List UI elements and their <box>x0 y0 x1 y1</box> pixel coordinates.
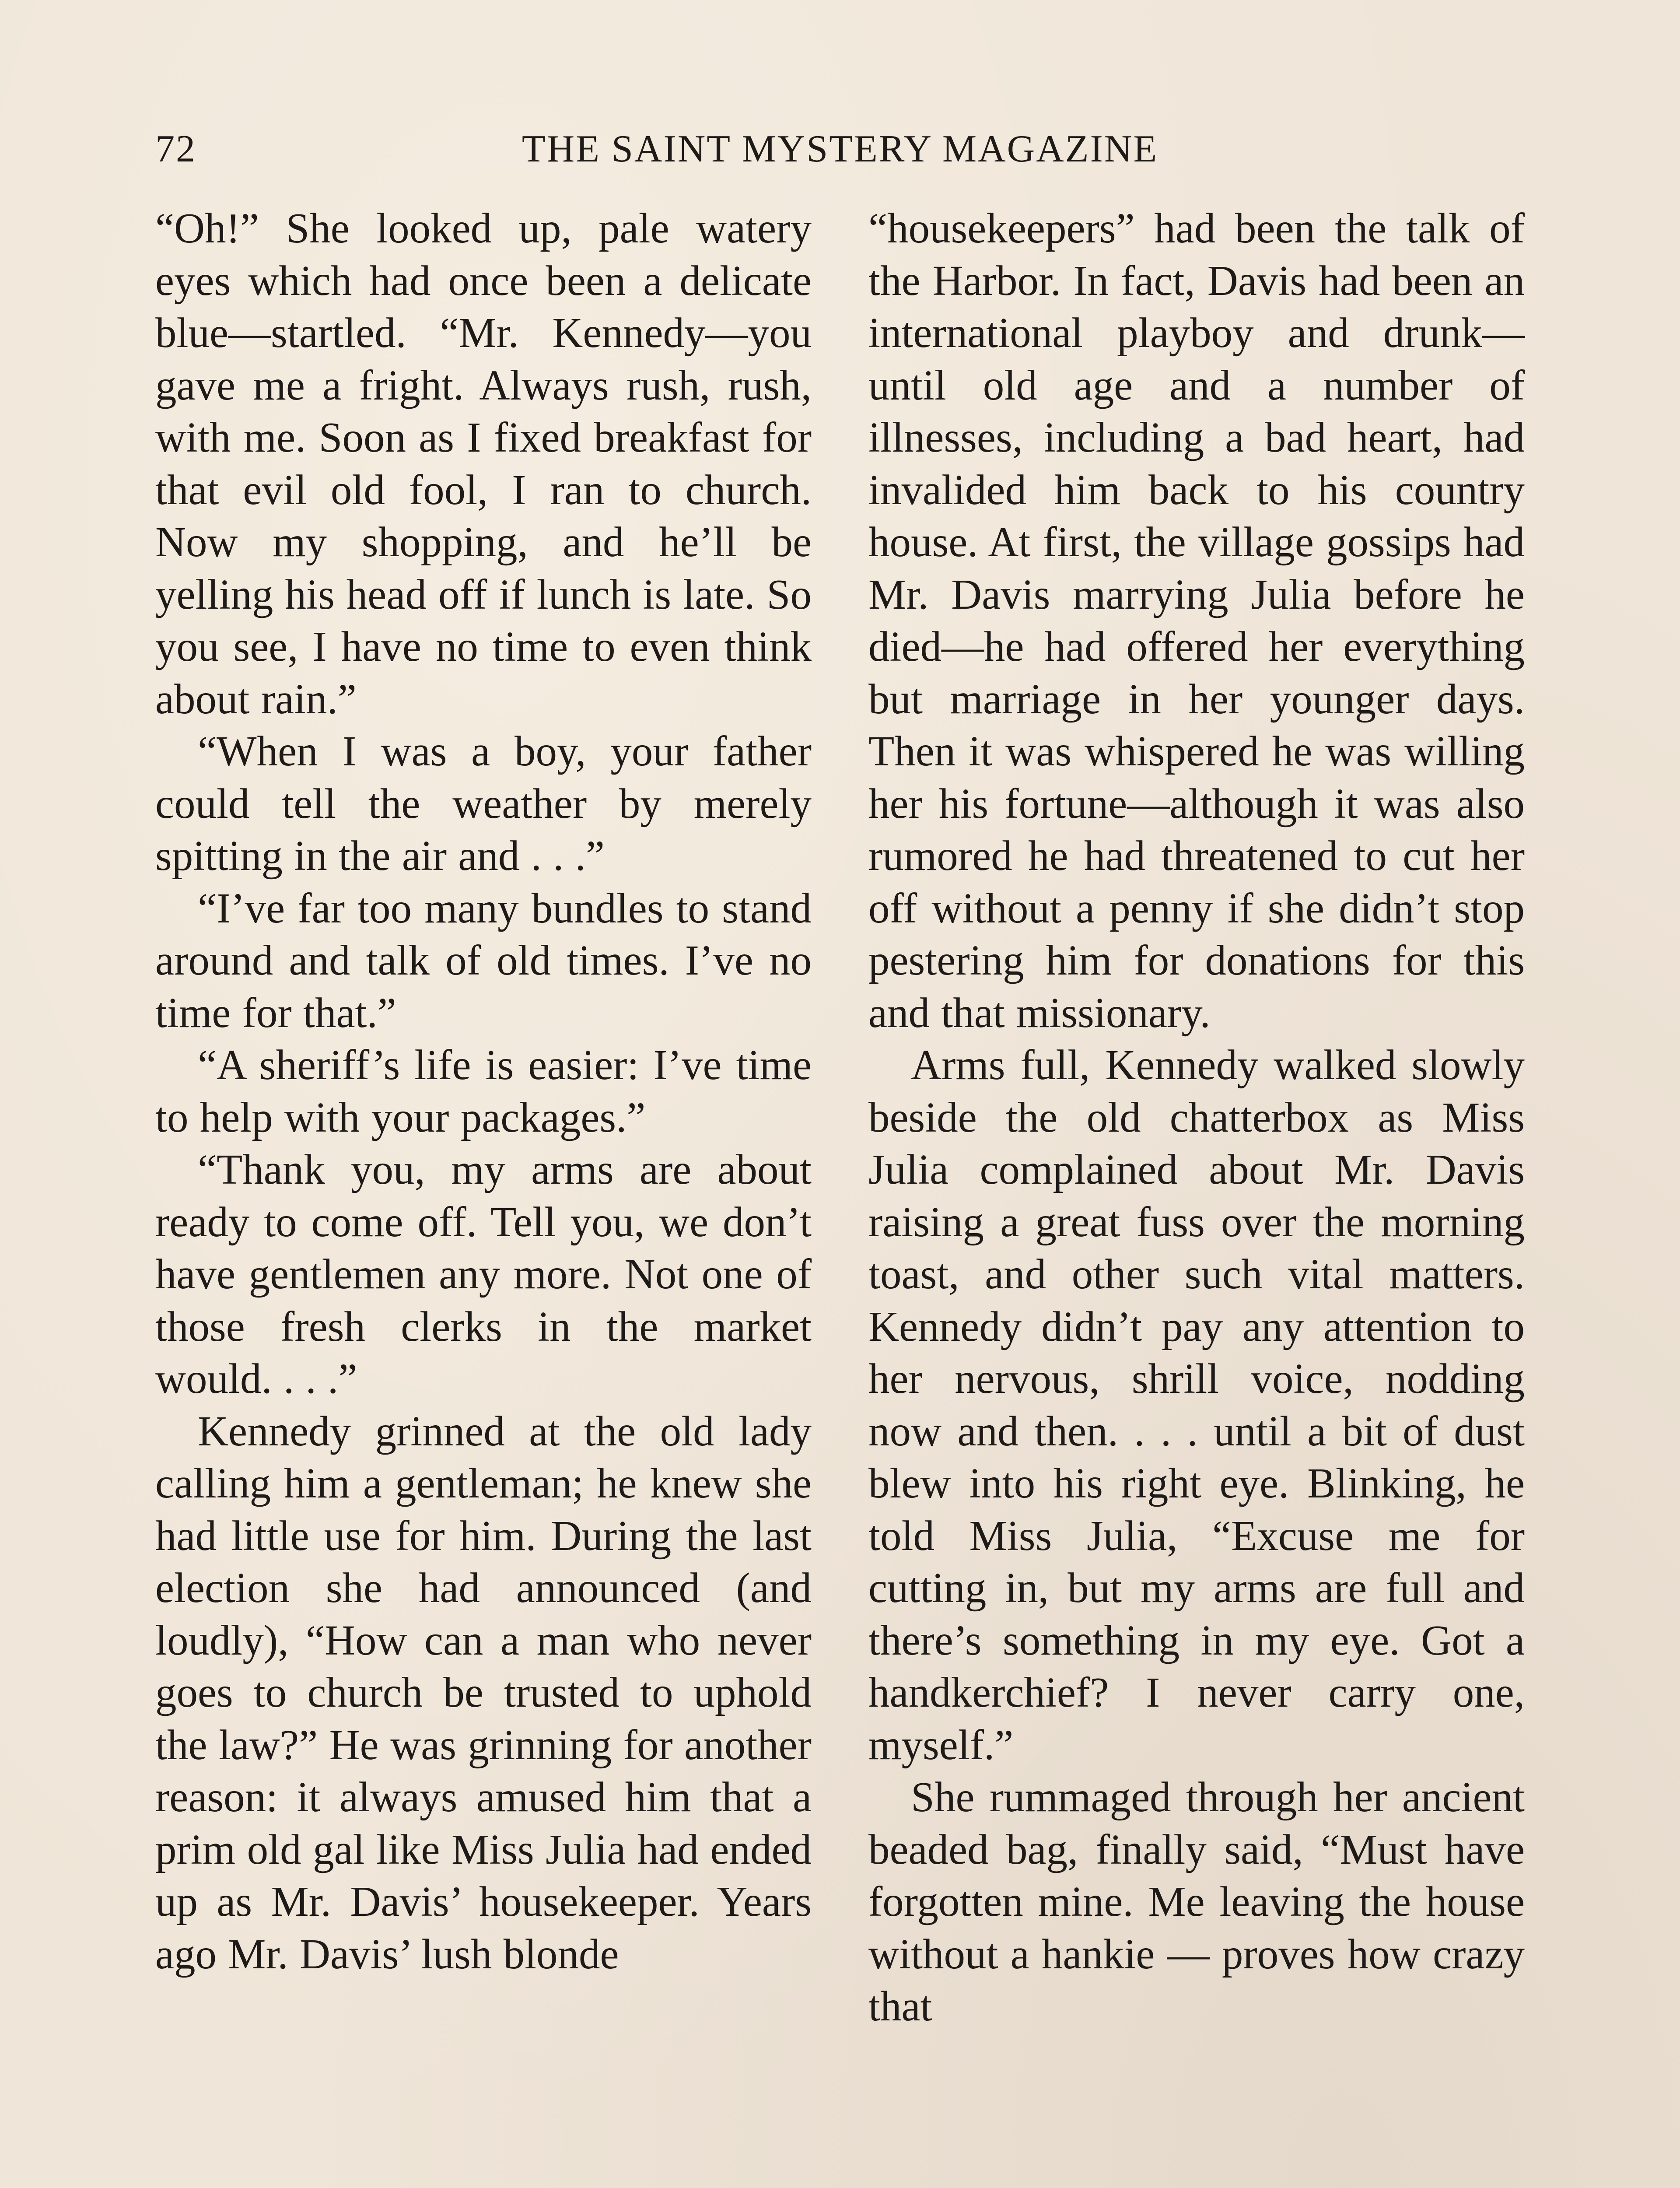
paragraph: Kennedy grinned at the old lady calling him a gentleman; he knew she had little use for him. During the last election she had announced (and loudly), “How can a man who never goes to church be trusted to uphold the law?” He was grinning for another reason: it always amused him that a prim old gal like Miss Julia had ended up as Mr. Davis’ housekeeper. Years ago Mr. Davis’ lush blonde <box>155 1407 812 1978</box>
paragraph: Arms full, Kennedy walked slowly beside the old chatterbox as Miss Julia complained about Mr. Davis raising a great fuss over the morning toast, and other such vital matters. Kennedy didn’t pay any attention to her nervous, shrill voice, nodding now and then. . . . until a bit of dust blew into his right eye. Blinking, he told Miss Julia, “Excuse me for cutting in, but my arms are full and there’s something in my eye. Got a handkerchief? I never carry one, myself.” <box>868 1041 1525 1768</box>
running-title: THE SAINT MYSTERY MAGAZINE <box>522 128 1158 170</box>
paragraph: “Thank you, my arms are about ready to come off. Tell you, we don’t have gentlemen any more. Not one of those fresh clerks in the market would. . . .” <box>155 1146 812 1402</box>
paragraph: “Oh!” She looked up, pale watery eyes which had once been a delicate blue—startled. “Mr. Kennedy—you gave me a fright. Always rush, rush, with me. Soon as I fixed breakfast for that evil old fool, I ran to church. Now my shopping, and he’ll be yelling his head off if lunch is late. So you see, I have no time to even think about rain.” <box>155 205 812 722</box>
paragraph: “A sheriff’s life is easier: I’ve time to help with your packages.” <box>155 1041 812 1141</box>
page-number: 72 <box>155 128 196 170</box>
paragraph: “I’ve far too many bundles to stand around and talk of old times. I’ve no time for that.” <box>155 884 812 1036</box>
paragraph: “When I was a boy, your father could tell the weather by merely spitting in the air and . . .” <box>155 728 812 879</box>
paragraph: “housekeepers” had been the talk of the Harbor. In fact, Davis had been an international playboy and drunk—until old age and a number of illnesses, including a bad heart, had invalided him back to his country house. At first, the village gossips had Mr. Davis marrying Julia before he died—he had offered her everything but marriage in her younger days. Then it was whispered he was willing her his fortune—although it was also rumored he had threatened to cut her off without a penny if she didn’t stop pestering him for donations for this and that missionary. <box>868 205 1525 1036</box>
page-header <box>155 127 1525 179</box>
right-column <box>868 202 1525 2033</box>
paragraph: She rummaged through her ancient beaded bag, finally said, “Must have forgotten mine. Me leaving the house without a hankie — proves how crazy that <box>868 1774 1525 2030</box>
left-column <box>155 202 812 1980</box>
